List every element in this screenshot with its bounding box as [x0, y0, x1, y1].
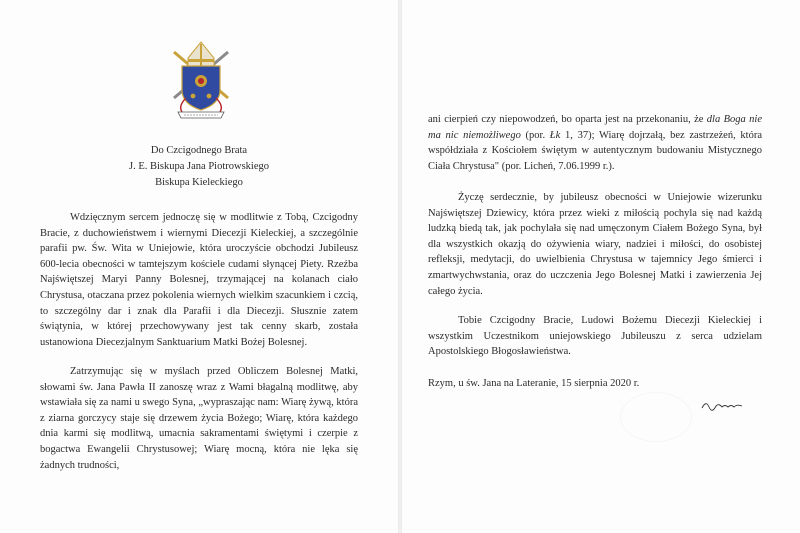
right-paragraph-1 [428, 112, 762, 174]
right-paragraph-1-ref-open: (por. [520, 129, 550, 141]
right-paragraph-2 [428, 190, 762, 299]
embossed-seal [620, 392, 692, 442]
signature-icon [700, 398, 744, 412]
addressee-line-1: Do Czcigodnego Brata [150, 145, 248, 156]
left-paragraph-2 [40, 364, 358, 473]
right-paragraph-2-text: Życzę serdecznie, by jubileusz obecności w Uniejowie wizerunku Najświętszej Dziewicy, która przez wieki z miłością pochyla się nad każdą ludzką biedą tak, jak pochylała się nad umęczonym Ciałem Bożego Syna, był dla wszystkich okazją do ożywienia wiary, nadziei i miłości, do osobistej refleksji, medytacji, do uwielbienia Chrystusa w tajemnicy Jego śmierci i zmartwychwstania, oraz do uczczenia Jego Bolesnej Matki i zawierzenia Jej całego życia. [428, 192, 762, 297]
addressee-line-3: Biskupa Kieleckiego [155, 177, 243, 188]
right-paragraph-3 [428, 313, 762, 360]
closing-line-text: Rzym, u św. Jana na Lateranie, 15 sierpnia 2020 r. [428, 378, 640, 389]
closing-line [428, 376, 762, 392]
left-paragraph-1-text: Wdzięcznym sercem jednoczę się w modlitwie z Tobą, Czcigodny Bracie, z duchowieństwem i wiernymi Diecezji Kieleckiej, a szczególnie parafii pw. Św. Wita w Uniejowie, która uroczyście obchodzi Jubileusz 600-lecia obecności w tamtejszym kościele cudami słynącej Piety. Rzeźba Najświętszej Maryi Panny Bolesnej, trzymającej na kolanach ciało Chrystusa, otaczana przez pokolenia wiernych wielkim szacunkiem i czcią, to szczególny dar i znak dla Parafii i dla Diecezji. Słusznie zatem świątynia, w której przechowywany jest tak cenny skarb, została ustanowiona Diecezjalnym Sanktuarium Matki Bożej Bolesnej. [40, 212, 358, 348]
right-paragraph-1-part-c: 1, 37); Wiarę dojrzałą, bez zastrzeżeń, która współdziała z Kościołem świętym w autentycznym budowaniu Mistycznego Ciała Chrystusa" (por. Licheń, 7.06.1999 r.). [428, 129, 763, 172]
right-paragraph-1-ref: Łk [549, 129, 561, 141]
right-paragraph-1-quote: dla Boga nie ma nic niemożliwego [428, 114, 762, 141]
left-paragraph-2-text: Zatrzymując się w myślach przed Obliczem Bolesnej Matki, słowami św. Jana Pawła II zanoszę wraz z Wami błagalną modlitwę, aby wstawiała się za nami u swego Syna, „wypraszając nam: Wiarę żywą, która z ziarna gorczycy staje się drzewem życia Bożego; Wiarę, która każdego dnia karmi się modlitwą, umacnia sakramentami świętymi i czerpie z bogactwa Ewangelii Chrystusowej; Wiarę mocną, która nie lęka się żadnych trudności, [40, 366, 358, 471]
left-paragraph-1 [40, 210, 358, 350]
addressee-line-2: J. E. Biskupa Jana Piotrowskiego [129, 161, 269, 172]
right-paragraph-3-text: Tobie Czcigodny Bracie, Ludowi Bożemu Diecezji Kieleckiej i wszystkim Uczestnikom uniejowskiego Jubileuszu z serca udzielam Apostolskiego Błogosławieństwa. [428, 315, 762, 358]
papal-coat-of-arms-icon [166, 38, 236, 122]
addressee-block [0, 143, 398, 191]
right-paragraph-1-part-a: ani cierpień czy niepowodzeń, bo oparta jest na przekonaniu, że [428, 114, 704, 125]
